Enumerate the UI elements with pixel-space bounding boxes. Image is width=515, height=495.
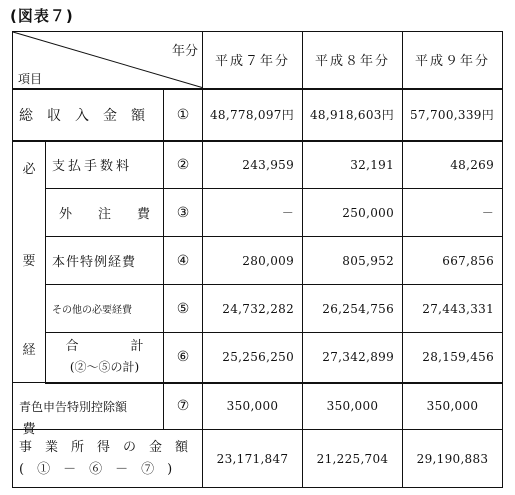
value-outsourcing-h8: 250,000 — [303, 189, 403, 237]
value-deduction-h7: 350,000 — [203, 383, 303, 430]
value-total-income-h9: 57,700,339円 — [403, 89, 503, 141]
label-business-income — [13, 430, 203, 488]
value-other-h7: 24,732,282 — [203, 285, 303, 333]
year-header-7: 平成７年分 — [203, 32, 303, 89]
subtotal-title: 合 計 — [65, 339, 144, 355]
label-blue-deduction: 青色申告特別控除額 — [13, 383, 164, 430]
category-char-2: 要 — [22, 253, 36, 269]
value-subtotal-h9: 28,159,456 — [403, 333, 503, 383]
label-outsourcing: 外 注 費 — [46, 189, 164, 237]
value-total-income-h8: 48,918,603円 — [303, 89, 403, 141]
num-4: ④ — [164, 237, 203, 285]
row-blue-deduction — [13, 383, 503, 430]
num-6: ⑥ — [164, 333, 203, 383]
value-subtotal-h7: 25,256,250 — [203, 333, 303, 383]
subtotal-note: (②～⑤の計) — [69, 360, 140, 375]
value-business-h9: 29,190,883 — [403, 430, 503, 488]
value-deduction-h8: 350,000 — [303, 383, 403, 430]
label-total-income: 総 収 入 金 額 — [13, 89, 164, 141]
value-special-h8: 805,952 — [303, 237, 403, 285]
value-outsourcing-h7: － — [203, 189, 303, 237]
value-business-h8: 21,225,704 — [303, 430, 403, 488]
figure-caption: (図表７) — [10, 7, 74, 25]
value-other-h8: 26,254,756 — [303, 285, 403, 333]
row-subtotal — [13, 333, 503, 383]
col-heading: 年分 — [172, 44, 199, 59]
row-special-expenses — [13, 237, 503, 285]
label-special-expenses: 本件特例経費 — [46, 237, 164, 285]
necessary-expenses-category — [13, 141, 46, 437]
row-fees — [13, 141, 503, 189]
row-outsourcing — [13, 189, 503, 237]
year-header-9: 平成９年分 — [403, 32, 503, 89]
value-subtotal-h8: 27,342,899 — [303, 333, 403, 383]
corner-cell — [13, 32, 203, 89]
value-total-income-h7: 48,778,097円 — [203, 89, 303, 141]
header-row — [13, 32, 503, 89]
value-fees-h9: 48,269 — [403, 141, 503, 189]
business-income-title: 事 業 所 得 の 金 額 — [19, 439, 189, 455]
label-other-expenses: その他の必要経費 — [46, 285, 164, 333]
year-header-8: 平成８年分 — [303, 32, 403, 89]
business-income-formula: ( ① － ⑥ － ⑦ ) — [19, 461, 173, 477]
row-heading: 項目 — [18, 72, 43, 86]
row-total-income — [13, 89, 503, 141]
category-char-4: 費 — [22, 421, 36, 437]
num-2: ② — [164, 141, 203, 189]
value-special-h9: 667,856 — [403, 237, 503, 285]
num-5: ⑤ — [164, 285, 203, 333]
row-other-expenses — [13, 285, 503, 333]
category-char-3: 経 — [22, 342, 36, 358]
value-fees-h8: 32,191 — [303, 141, 403, 189]
value-other-h9: 27,443,331 — [403, 285, 503, 333]
row-business-income — [13, 430, 503, 488]
num-3: ③ — [164, 189, 203, 237]
label-subtotal — [46, 333, 164, 383]
value-outsourcing-h9: － — [403, 189, 503, 237]
value-business-h7: 23,171,847 — [203, 430, 303, 488]
value-fees-h7: 243,959 — [203, 141, 303, 189]
num-1: ① — [164, 89, 203, 141]
value-special-h7: 280,009 — [203, 237, 303, 285]
num-7: ⑦ — [164, 383, 203, 430]
category-char-1: 必 — [22, 161, 36, 177]
income-table — [12, 31, 503, 488]
label-fees: 支払手数料 — [46, 141, 164, 189]
value-deduction-h9: 350,000 — [403, 383, 503, 430]
